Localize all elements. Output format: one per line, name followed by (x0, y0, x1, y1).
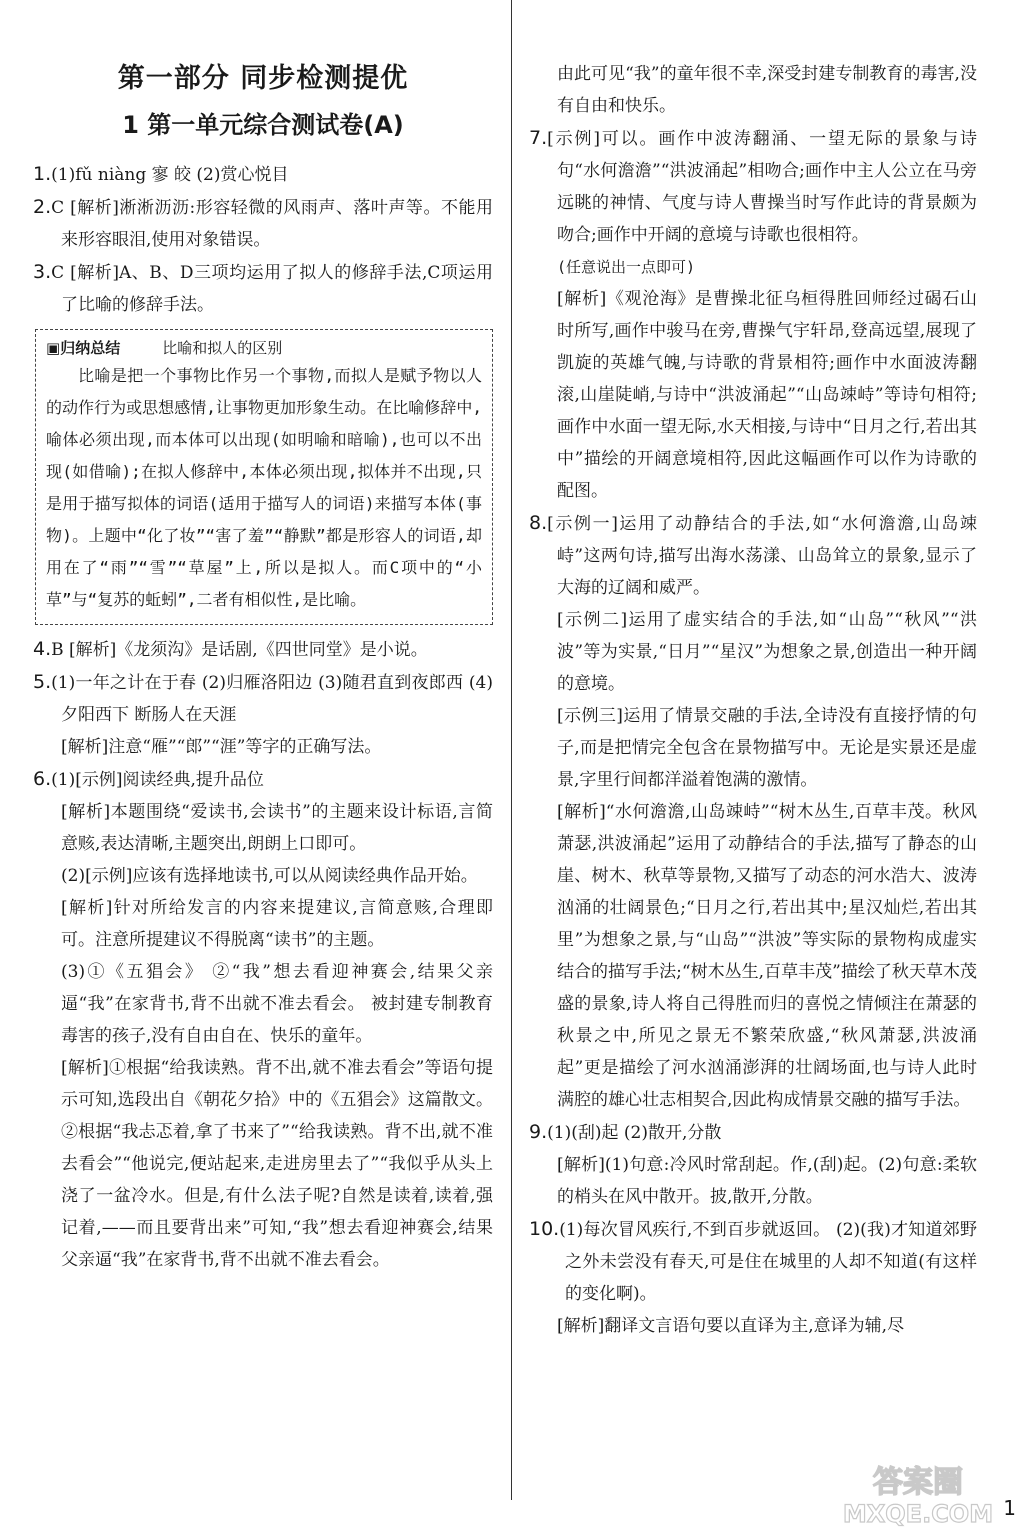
page-number: 1 (1003, 1496, 1016, 1520)
part-title: 第一部分 同步检测提优 (117, 63, 409, 94)
summary-label: 归纳总结 (60, 339, 121, 357)
answer-item: 10.(1)每次冒风疾行,不到百步就返回。 (2)(我)才知道郊野之外未尝没有春天,可是住在城里的人却不知道(有这样的变化啊)。 (529, 1218, 977, 1304)
answer-item: 4.B [解析]《龙须沟》是话剧,《四世同堂》是小说。 (33, 638, 428, 660)
answer-item: 2.C [解析]淅淅沥沥:形容轻微的风雨声、落叶声等。不能用来形容眼泪,使用对象错误。 (33, 196, 493, 250)
answer-note: [解析](1)句意:冷风时常刮起。作,(刮)起。(2)句意:柔软的梢头在风中散开。披,散开,分散。 (557, 1155, 977, 1207)
answer-list-1 (33, 158, 493, 321)
summary-icon: ▣ (46, 339, 61, 357)
answer-note: (2)[示例]应该有选择地读书,可以从阅读经典作品开始。 (61, 866, 478, 886)
answer-note: [解析]注意“雁”“郎”“涯”等字的正确写法。 (61, 737, 382, 757)
answer-item: 8.[示例一]运用了动静结合的手法,如“水何澹澹,山岛竦峙”这两句诗,描写出海水荡漾、山岛耸立的景象,显示了大海的辽阔和威严。 (529, 512, 977, 598)
summary-topic: 比喻和拟人的区别 (162, 339, 283, 357)
answer-note: [解析]针对所给发言的内容来提建议,言简意赅,合理即可。注意所提建议不得脱离“读书”的主题。 (61, 898, 493, 950)
answer-note: [解析]本题围绕“爱读书,会读书”的主题来设计标语,言简意赅,表达清晰,主题突出,朗朗上口即可。 (61, 802, 493, 854)
svg-text:MXQE.COM: MXQE.COM (842, 1500, 994, 1528)
svg-text:答案圈: 答案圈 (873, 1465, 963, 1500)
summary-body: 比喻是把一个事物比作另一个事物,而拟人是赋予物以人的动作行为或思想感情,让事物更加形象生动。在比喻修辞中,喻体必须出现,而本体可以出现(如明喻和暗喻),也可以不出现(如借喻);在拟人修辞中,本体必须出现,拟体并不出现,只是用于描写拟体的词语(适用于描写人的词语)来描写本体(事物)。上题中“化了妆”“害了羞”“静默”都是形容人的词语,却用在了“雨”“雪”“草屋”上,所以是拟人。而C项中的“小草”与“复苏的蚯蚓”,二者有相似性,是比喻。 (46, 366, 482, 609)
answer-note: [解析]①根据“给我读熟。背不出,就不准去看会”等语句提示可知,选段出自《朝花夕拾》中的《五猖会》这篇散文。②根据“我忐忑着,拿了书来了”“给我读熟。背不出,就不准去看会”“他说完,便站起来,走进房里去了”“我似乎从头上浇了一盆冷水。但是,有什么法子呢?自然是读着,读着,强记着,——而且要背出来”可知,“我”想去看迎神赛会,结果父亲逼“我”在家背书,背不出就不准去看会。 (61, 1058, 493, 1270)
answer-item: 5.(1)一年之计在于春 (2)归雁洛阳边 (3)随君直到夜郎西 (4)夕阳西下 断肠人在天涯 (33, 671, 493, 725)
answer-item: 9.(1)(刮)起 (2)散开,分散 (529, 1121, 722, 1143)
answer-note: (3)①《五猖会》 ②“我”想去看迎神赛会,结果父亲逼“我”在家背书,背不出就不准去看会。 被封建专制教育毒害的孩子,没有自由自在、快乐的童年。 (61, 962, 493, 1046)
answer-note: 由此可见“我”的童年很不幸,深受封建专制教育的毒害,没有自由和快乐。 (557, 64, 977, 116)
answer-note: [解析]“水何澹澹,山岛竦峙”“树木丛生,百草丰茂。秋风萧瑟,洪波涌起”运用了动静结合的手法,描写了静态的山崖、树木、秋草等景物,又描写了动态的河水浩大、波涛汹涌的壮阔景色;“日月之行,若出其中;星汉灿烂,若出其里”为想象之景,与“山岛”“洪波”等实际的景物构成虚实结合的描写手法;“树木丛生,百草丰茂”描绘了秋天草木茂盛的景象,诗人将自己得胜而归的喜悦之情倾注在萧瑟的秋景之中,所见之景无不繁荣欣盛,“秋风萧瑟,洪波涌起”更是描绘了河水汹涌澎湃的壮阔场面,也与诗人此时满腔的雄心壮志相契合,因此构成情景交融的描写手法。 (557, 802, 977, 1110)
test-title: 1 第一单元综合测试卷(A) (122, 111, 404, 139)
right-column (529, 58, 977, 1342)
answer-item: 1.(1)fǔ niàng 寥 皎 (2)赏心悦目 (33, 163, 289, 185)
answer-item: 6.(1)[示例]阅读经典,提升品位 (33, 768, 264, 790)
summary-box (35, 329, 493, 625)
answer-note: [解析]《观沧海》是曹操北征乌桓得胜回师经过碣石山时所写,画作中骏马在旁,曹操气宇轩昂,登高远望,展现了凯旋的英雄气魄,与诗歌的背景相符;画作中水面波涛翻滚,山崖陡峭,与诗中“洪波涌起”“山岛竦峙”等诗句相符;画作中水面一望无际,水天相接,与诗中“日月之行,若出其中”描绘的开阔意境相符,因此这幅画作可以作为诗歌的配图。 (557, 289, 977, 501)
summary-box-header (46, 336, 482, 360)
answer-list-2 (33, 633, 493, 1276)
answer-item: 7.[示例]可以。画作中波涛翻涌、一望无际的景象与诗句“水何澹澹”“洪波涌起”相吻合;画作中主人公立在马旁远眺的神情、气度与诗人曹操当时写作此诗的背景颇为吻合;画作中开阔的意境与诗歌也很相符。 (529, 127, 977, 245)
watermark-logo (818, 1458, 1018, 1528)
answer-note: [示例三]运用了情景交融的手法,全诗没有直接抒情的句子,而是把情完全包含在景物描写中。无论是实景还是虚景,字里行间都洋溢着饱满的激情。 (557, 706, 977, 790)
answer-note: [解析]翻译文言语句要以直译为主,意译为辅,尽 (557, 1316, 905, 1336)
answer-note-handwritten: (任意说出一点即可) (557, 258, 696, 276)
left-column (33, 52, 493, 1276)
answer-note: [示例二]运用了虚实结合的手法,如“山岛”“秋风”“洪波”等为实景,“日月”“星汉”为想象之景,创造出一种开阔的意境。 (557, 610, 977, 694)
column-divider (511, 0, 512, 1500)
answer-item: 3.C [解析]A、B、D三项均运用了拟人的修辞手法,C项运用了比喻的修辞手法。 (33, 261, 493, 315)
